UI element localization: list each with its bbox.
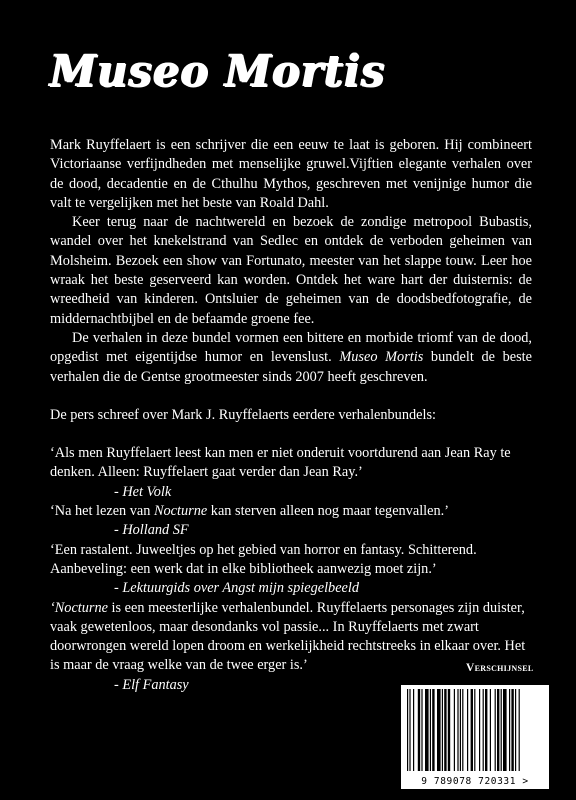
press-intro: De pers schreef over Mark J. Ruyffelaerts eerdere verhalenbundels: <box>50 406 436 423</box>
publisher-name: Verschijnsel <box>466 662 534 674</box>
quote-source-name: - Lektuurgids <box>114 580 191 597</box>
barcode-bar <box>448 689 450 771</box>
quote-book-title: Nocturne <box>154 503 208 520</box>
quote-source-book: Angst mijn spiegelbeeld <box>222 580 360 597</box>
isbn-number: 9 789078 720331 > <box>421 776 529 787</box>
barcode-bar <box>437 689 441 771</box>
barcode-bar <box>413 689 414 771</box>
barcode-bar <box>497 689 499 771</box>
quote-source-name: - Het Volk <box>114 483 172 500</box>
quote-source <box>114 579 532 598</box>
barcode-bar <box>483 689 484 771</box>
quote-text: ‘Als men Ruyffelaert leest kan men er niet onderuit voortdurend aan Jean Ray te denken. Alleen: Ruyffelaert gaat verder dan Jean Ray.’ <box>50 445 511 481</box>
quote-text-end: kan sterven alleen nog maar tegenvallen.’ <box>207 503 449 520</box>
barcode-bar <box>511 689 513 771</box>
press-quote <box>50 502 532 521</box>
barcode-bar <box>485 689 487 771</box>
barcode-bar <box>425 689 429 771</box>
isbn-barcode <box>401 685 549 789</box>
blurb-paragraph-1: Mark Ruyffelaert is een schrijver die een eeuw te laat is geboren. Hij combineert Victoriaanse verfijndheden met menselijke gruwel.Vijftien elegante verhalen over de dood, decadentie en de Cthulhu Mythos, geschreven met venijnige humor die valt te vergelijken met het beste van Roald Dahl. <box>50 137 532 211</box>
quote-text: ‘Een rastalent. Juweeltjes op het gebied van horror en fantasy. Schitterend. Aanbeveling: een werk dat in elke bibliotheek aanwezig moet zijn.’ <box>50 541 477 577</box>
barcode-bar <box>444 689 446 771</box>
barcode-bars <box>407 689 543 771</box>
barcode-bar <box>462 689 463 771</box>
barcode-bar <box>409 689 410 771</box>
quote-source-name: - Holland SF <box>114 522 189 539</box>
back-cover-text <box>50 136 532 695</box>
blurb-paragraph-2: Keer terug naar de nachtwereld en bezoek de zondige metropool Bubastis, wandel over het knekelstrand van Sedlec en ontdek de verboden geheimen van Molsheim. Bezoek een show van Fortunato, meester van het slappe touw. Leer hoe wraak het beste geserveerd kan worden. Ontdek het ware hart der duisternis: de wreedheid van kinderen. Ontsluier de geheimen van de doodsbedfotografie, de middernachtbijbel en de befaamde groene fee. <box>50 214 532 327</box>
barcode-bar <box>503 689 507 771</box>
quote-text: is een meesterlijke verhalenbundel. Ruyffelaerts personages zijn duister, vaak gewetenloos, maar desondanks vol passie... In Ruyffelaerts met zwart doorwrongen wereld lopen droom en werkelijkheid rechtstreeks in elkaar over. Het is maar de vraag welke van de twee erger is.’ <box>50 599 526 674</box>
quote-source <box>114 483 532 502</box>
quote-source-connector: over <box>190 580 223 597</box>
barcode-bar <box>421 689 422 771</box>
barcode-bar <box>457 689 458 771</box>
barcode-bar <box>479 689 480 771</box>
barcode-bar <box>509 689 510 771</box>
barcode-bar <box>432 689 434 771</box>
press-quote <box>50 444 532 483</box>
barcode-bar <box>471 689 473 771</box>
barcode-bar <box>442 689 443 771</box>
barcode-bar <box>490 689 491 771</box>
barcode-bar <box>515 689 516 771</box>
barcode-bar <box>495 689 496 771</box>
barcode-bar <box>474 689 475 771</box>
barcode-bar <box>519 689 520 771</box>
barcode-bar <box>501 689 502 771</box>
barcode-bar <box>467 689 468 771</box>
barcode-bar <box>418 689 420 771</box>
barcode-bar <box>460 689 461 771</box>
blurb-paragraph-3 <box>50 329 532 387</box>
quote-source <box>114 521 532 540</box>
quote-source-name: - Elf Fantasy <box>114 676 189 693</box>
press-quote <box>50 541 532 580</box>
blurb-title-mention: Museo Mortis <box>339 349 424 366</box>
barcode-bar <box>454 689 455 771</box>
quote-book-title: ‘Nocturne <box>50 599 108 616</box>
blurb-paragraph-3-end: bundelt de beste verhalen die de Gentse grootmeester sinds 2007 heeft geschreven. <box>50 349 532 385</box>
book-title: Museo Mortis <box>50 46 386 97</box>
press-quote <box>50 599 532 676</box>
blurb-paragraph-3-text: De verhalen in deze bundel vormen een bittere en morbide triomf van de dood, opgedist met eigentijdse humor en levenslust. <box>50 329 532 366</box>
quote-text: ‘Na het lezen van <box>50 503 154 520</box>
barcode-bar <box>407 689 408 771</box>
barcode-bar <box>430 689 431 771</box>
